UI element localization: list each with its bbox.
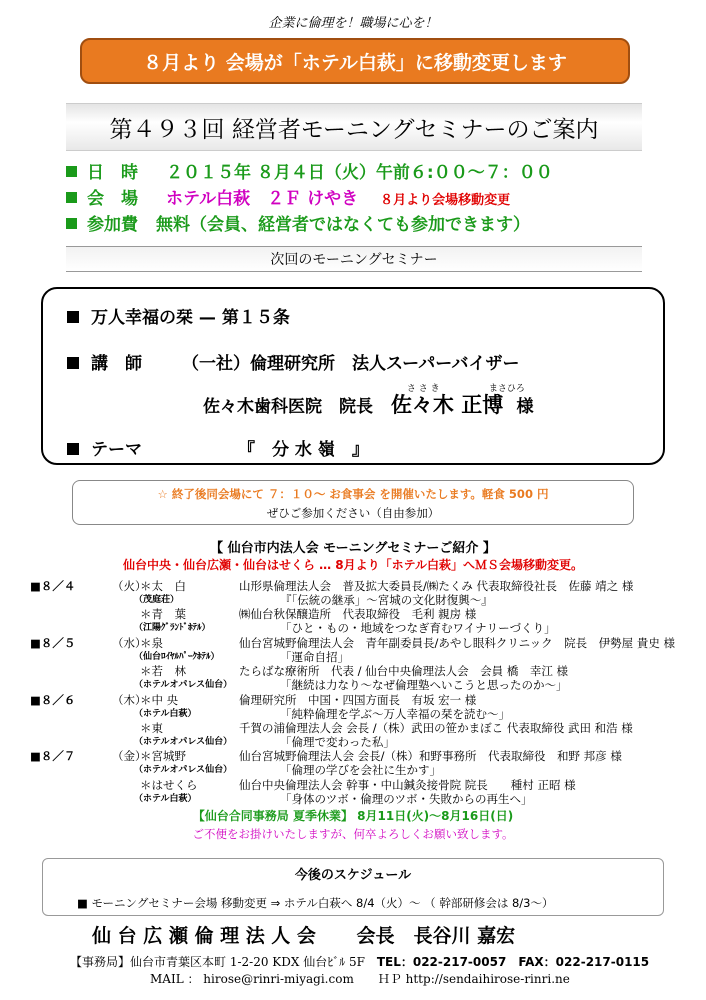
- theme-label: テーマ: [91, 440, 142, 460]
- schedule-venue: （ホテルオパレス仙台）: [134, 737, 233, 747]
- speaker-row: [67, 349, 519, 374]
- theme-value: 『 分 水 嶺 』: [238, 440, 369, 460]
- schedule-theme: 「身体のツボ・倫理のツボ・失敗からの再生へ」: [280, 791, 533, 806]
- chair-name: 会長 長谷川 嘉宏: [356, 925, 516, 947]
- schedule-venue: （ホテルオパレス仙台）: [134, 765, 233, 776]
- schedule-speaker: 仙台宮城野倫理法人会 会長/（株）和野事務所 代表取締役 和野 邦彦 様: [239, 749, 622, 764]
- schedule-venue: （仙台ﾛｲﾔﾙﾊﾟｰｸﾎﾃﾙ）: [134, 651, 220, 662]
- schedule-theme: 「継続は力なり〜なぜ倫理塾へいこうと思ったのか〜」: [280, 678, 568, 693]
- schedule-date: ■８／７: [30, 749, 76, 764]
- green-square-icon: [66, 192, 77, 203]
- speaker-org: （一社）倫理研究所 法人スーパーバイザー: [182, 354, 520, 374]
- speaker-name-row: [203, 384, 534, 419]
- schedule-row: [30, 777, 706, 791]
- theme-row: [67, 435, 369, 460]
- schedule-theme: 「倫理の学びを会社に生かす」: [280, 763, 441, 778]
- schedule-subrow: [30, 620, 706, 634]
- intro-heading: 【 仙台市内法人会 モーニングセミナーご紹介 】: [210, 541, 496, 556]
- fee-row: [66, 210, 530, 235]
- tel-fax: TEL：022-217-0057 FAX：022-217-0115: [376, 955, 650, 969]
- schedule-date: ■８／６: [30, 692, 76, 707]
- schedule-venue: （ホテル白萩）: [134, 708, 197, 719]
- schedule-chapter: ＊青 葉: [140, 607, 186, 622]
- schedule-speaker: 仙台宮城野倫理法人会 青年副委員長/あやし眼科クリニック 院長 伊勢屋 貴史 様: [239, 635, 675, 650]
- schedule-dow: （火）: [112, 579, 147, 593]
- black-square-icon: [67, 443, 79, 455]
- schedule-row: [30, 606, 706, 620]
- schedule-venue: （ホテル白萩）: [134, 793, 197, 804]
- schedule-subrow: [30, 649, 706, 663]
- speaker-name: さ さ き まさひろ 佐々木 正博: [391, 393, 511, 417]
- schedule-theme: 「ひと・もの・地域をつなぎ育むワイナリーづくり」: [280, 621, 556, 636]
- schedule-chapter: ＊宮城野: [140, 749, 186, 764]
- schedule-row: [30, 578, 706, 592]
- venue-note: ８月より会場移動変更: [380, 193, 511, 208]
- mail-hp: MAIL ： hirose@rinri-miyagi.com ＨＰ http://sendaihirose-rinri.ne: [150, 972, 570, 986]
- org-name: 仙 台 広 瀬 倫 理 法 人 会: [92, 925, 316, 947]
- meal-line-1: ☆ 終了後同会場にて ７：１０〜 お食事会 を開催いたします。軽食 500 円: [157, 487, 549, 501]
- schedule-row: [30, 748, 706, 762]
- schedule-chapter: ＊太 白: [140, 579, 186, 593]
- schedule-speaker: 山形県倫理法人会 普及拡大委員長/㈱たくみ 代表取締役社長 佐藤 靖之 様: [239, 579, 634, 593]
- office-address: 【事務局】仙台市青葉区本町 1-2-20 KDX 仙台ﾋﾞﾙ 5F: [70, 955, 365, 969]
- speaker-suffix: 様: [516, 397, 534, 417]
- page-title: 第４９３回 経営者モーニングセミナーのご案内: [66, 103, 642, 151]
- future-heading: 今後のスケジュール: [294, 868, 412, 883]
- schedule-subrow: [30, 734, 706, 748]
- schedule-chapter: ＊若 林: [140, 664, 186, 679]
- green-square-icon: [66, 218, 77, 229]
- meal-line-2: ぜひご参加ください（自由参加）: [266, 506, 440, 520]
- future-schedule-box: [42, 858, 664, 916]
- black-square-icon: [67, 311, 79, 323]
- speaker-label: 講 師: [91, 354, 142, 374]
- tagline: 企業に倫理を！職場に心を！: [268, 16, 438, 31]
- schedule-theme: 「倫理で変わった私」: [280, 735, 395, 749]
- schedule-subrow: [30, 706, 706, 720]
- schedule-row: [30, 692, 706, 706]
- schedule-theme: 『「伝統の継承」〜宮城の文化財復興〜』: [280, 593, 493, 607]
- schedule-theme: 「純粋倫理を学ぶ〜万人幸福の栞を読む〜」: [280, 706, 510, 721]
- schedule-venue: （茂庭荘）: [134, 595, 180, 605]
- schedule-date: ■８／４: [30, 579, 76, 593]
- schedule-subrow: [30, 791, 706, 805]
- date-row: [66, 158, 553, 183]
- schedule-chapter: ＊泉: [140, 635, 163, 650]
- schedule-speaker: 倫理研究所 中国・四国方面長 有坂 宏一 様: [239, 692, 477, 707]
- topic-row: [67, 303, 290, 328]
- schedule-subrow: [30, 677, 706, 691]
- speaker-clinic: 佐々木歯科医院 院長: [203, 397, 373, 417]
- schedule-speaker: 千賀の浦倫理法人会 会長 /（株）武田の笹かまぼこ 代表取締役 武田 和浩 様: [239, 721, 633, 735]
- next-seminar-heading: 次回のモーニングセミナー: [66, 246, 642, 272]
- schedule-date: ■８／５: [30, 635, 76, 650]
- schedule-row: [30, 663, 706, 677]
- schedule-subrow: [30, 592, 706, 606]
- footer-contact-line: [70, 953, 649, 970]
- topic: 万人幸福の栞 — 第１５条: [91, 308, 290, 328]
- schedule-row: [30, 720, 706, 734]
- ruby-given: まさひろ: [488, 384, 525, 394]
- schedule-venue: （江陽ｸﾞﾗﾝﾄﾞﾎﾃﾙ）: [134, 623, 211, 634]
- future-item: ■ モーニングセミナー会場 移動変更 ⇒ ホテル白萩へ 8/4（火）〜 （ 幹部研修会は 8/3〜）: [77, 896, 554, 910]
- date-value: ２０１５年 ８月４日（火）午前６:００〜７：００: [166, 163, 553, 183]
- venue-label: 会 場: [87, 189, 138, 209]
- intro-subheading: 仙台中央・仙台広瀬・仙台はせくら … 8月より「ホテル白萩」へＭＳ会場移動変更。: [122, 558, 584, 572]
- schedule-dow: （木）: [112, 692, 147, 707]
- green-square-icon: [66, 166, 77, 177]
- ruby-surname: さ さ き: [406, 384, 440, 394]
- schedule-theme: 「運命自招」: [280, 649, 349, 664]
- fee-label: 参加費: [87, 215, 138, 235]
- venue-value: ホテル白萩 ２Ｆ けやき: [166, 189, 359, 209]
- schedule-chapter: ＊はせくら: [140, 777, 198, 792]
- date-label: 日 時: [87, 163, 138, 183]
- footer-org-line: [66, 921, 656, 948]
- schedule-chapter: ＊東: [140, 721, 163, 735]
- holiday-notice: 【仙台合同事務局 夏季休業】 8月11日(火)〜8月16日(日): [192, 809, 514, 823]
- schedule-subrow: [30, 762, 706, 776]
- schedule-venue: （ホテルオパレス仙台）: [134, 680, 233, 691]
- schedule-dow: （水）: [112, 635, 147, 650]
- meal-notice-box: [72, 480, 634, 525]
- schedule-dow: （金）: [112, 749, 147, 764]
- schedule-speaker: たらばな療術所 代表 / 仙台中央倫理法人会 会員 橋 幸江 様: [239, 664, 568, 679]
- schedule-speaker: 仙台中央倫理法人会 幹事・中山鍼灸接骨院 院長 種村 正昭 様: [239, 777, 576, 792]
- seminar-box: [41, 287, 665, 465]
- schedule-chapter: ＊中 央: [140, 692, 179, 707]
- schedule-row: [30, 635, 706, 649]
- schedule-speaker: ㈱仙台秋保醸造所 代表取締役 毛利 親房 様: [239, 607, 477, 622]
- black-square-icon: [67, 357, 79, 369]
- apology-text: ご不便をお掛けいたしますが、何卒よろしくお願い致します。: [192, 827, 514, 841]
- fee-value: 無料（会員、経営者ではなくても参加できます）: [156, 215, 530, 235]
- venue-change-banner: ８月より 会場が「ホテル白萩」に移動変更します: [80, 38, 630, 84]
- venue-row: [66, 184, 510, 209]
